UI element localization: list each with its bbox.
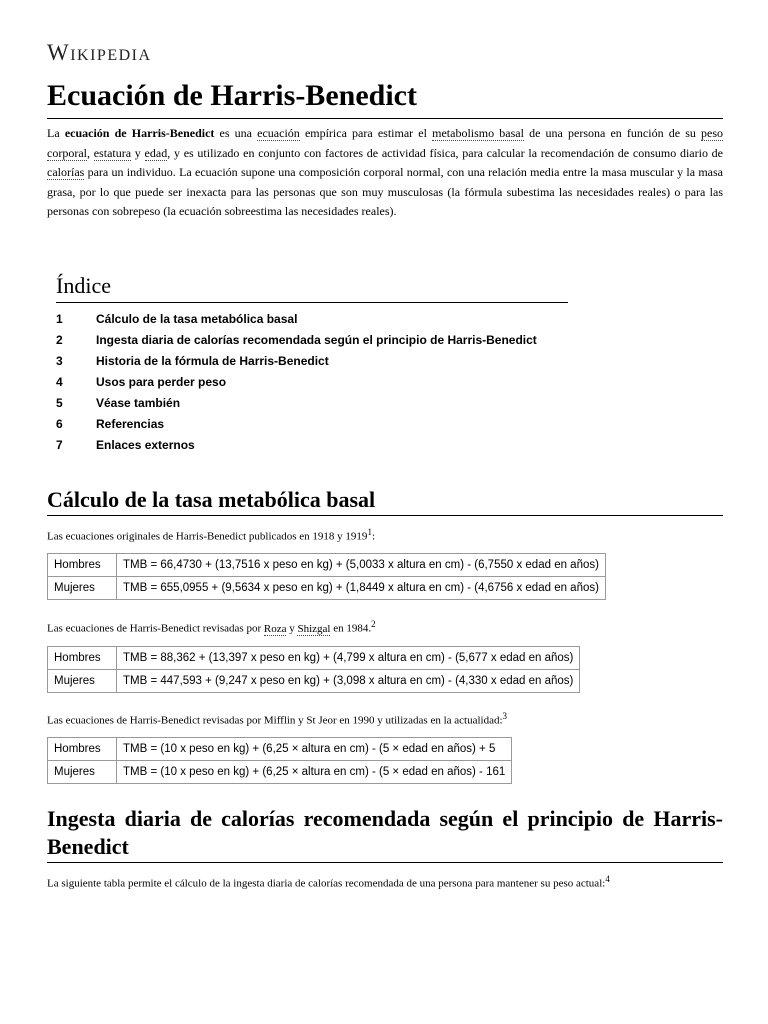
- row-label: Hombres: [48, 647, 117, 670]
- reference-3[interactable]: 3: [502, 711, 508, 721]
- row-label: Mujeres: [48, 577, 117, 600]
- toc-label: Referencias: [96, 417, 165, 431]
- toc-item-1[interactable]: [56, 309, 568, 330]
- toc-number: 7: [56, 438, 63, 452]
- reference-1[interactable]: 1: [367, 527, 372, 537]
- toc-item-6[interactable]: [56, 414, 568, 435]
- formula-cell: TMB = 66,4730 + (13,7516 x peso en kg) + (5,0033 x altura en cm) - (6,7550 x edad en años): [117, 554, 606, 577]
- link-estatura[interactable]: estatura: [93, 145, 132, 160]
- row-label: Hombres: [48, 738, 117, 761]
- toc-number: 1: [56, 312, 63, 326]
- equations-table-original: [47, 553, 606, 600]
- table-row: [48, 761, 512, 784]
- paragraph-mifflin: [47, 708, 507, 729]
- link-shizgal[interactable]: Shizgal: [297, 622, 331, 635]
- link-peso-corporal[interactable]: peso corporal: [47, 126, 724, 160]
- toc-label: Enlaces externos: [96, 438, 195, 452]
- paragraph-revisadas: [47, 616, 376, 637]
- paragraph-text: :: [371, 530, 375, 543]
- wikipedia-logo[interactable]: Wikipedia: [47, 40, 152, 65]
- table-row: [48, 647, 580, 670]
- table-row: [48, 670, 580, 693]
- formula-cell: TMB = 88,362 + (13,397 x peso en kg) + (4,799 x altura en cm) - (5,677 x edad en años): [117, 647, 580, 670]
- row-label: Mujeres: [48, 761, 117, 784]
- table-of-contents: [56, 272, 568, 456]
- intro-text: de una persona en función de su: [523, 126, 702, 140]
- formula-cell: TMB = 655,0955 + (9,5634 x peso en kg) + (1,8449 x altura en cm) - (4,6756 x edad en años): [117, 577, 606, 600]
- formula-cell: TMB = (10 x peso en kg) + (6,25 × altura en cm) - (5 × edad en años) + 5: [117, 738, 512, 761]
- toc-item-2[interactable]: [56, 330, 568, 351]
- intro-text: para un individuo. La ecuación supone una composición corporal normal, con una relación media entre la masa muscular y la masa grasa, por lo que puede ser inexacta para las personas que son muy musculosas (la fórmula subestima las necesidades reales) o para las personas con sobrepeso (la ecuación sobreestima las necesidades reales).: [47, 165, 723, 218]
- toc-label: Ingesta diaria de calorías recomendada según el principio de Harris-Benedict: [96, 333, 537, 347]
- row-label: Mujeres: [48, 670, 117, 693]
- link-ecuacion[interactable]: ecuación: [257, 126, 300, 140]
- toc-number: 4: [56, 375, 63, 389]
- toc-item-7[interactable]: [56, 435, 568, 456]
- link-edad[interactable]: edad: [144, 145, 168, 160]
- table-row: [48, 554, 606, 577]
- toc-item-3[interactable]: [56, 351, 568, 372]
- toc-list: [56, 309, 568, 456]
- intro-text: La: [47, 126, 65, 140]
- toc-number: 2: [56, 333, 63, 347]
- toc-number: 5: [56, 396, 63, 410]
- paragraph-text: en 1984.: [330, 622, 372, 635]
- toc-label: Usos para perder peso: [96, 375, 227, 389]
- intro-paragraph: [47, 124, 723, 222]
- intro-bold-term: ecuación de Harris-Benedict: [64, 126, 215, 140]
- toc-label: Cálculo de la tasa metabólica basal: [96, 312, 298, 326]
- link-metabolismo-basal[interactable]: metabolismo basal: [432, 126, 524, 140]
- paragraph-text: Las ecuaciones de Harris-Benedict revisadas por Mifflin y St Jeor en 1990 y utilizadas en la actualidad:: [47, 714, 503, 727]
- paragraph-ingesta: [47, 871, 610, 892]
- paragraph-text: Las ecuaciones originales de Harris-Benedict publicados en 1918 y 1919: [47, 530, 368, 543]
- toc-item-5[interactable]: [56, 393, 568, 414]
- toc-number: 6: [56, 417, 63, 431]
- toc-heading: Índice: [56, 272, 568, 303]
- toc-item-4[interactable]: [56, 372, 568, 393]
- paragraph-text: La siguiente tabla permite el cálculo de la ingesta diaria de calorías recomendada de una persona para mantener su peso actual:: [47, 877, 606, 890]
- paragraph-originales: [47, 524, 375, 545]
- toc-label: Historia de la fórmula de Harris-Benedict: [96, 354, 329, 368]
- formula-cell: TMB = 447,593 + (9,247 x peso en kg) + (3,098 x altura en cm) - (4,330 x edad en años): [117, 670, 580, 693]
- intro-text: es una: [214, 126, 258, 140]
- table-row: [48, 738, 512, 761]
- section-heading-ingesta: Ingesta diaria de calorías recomendada según el principio de Harris-Benedict: [47, 805, 723, 863]
- reference-4[interactable]: 4: [605, 874, 610, 884]
- intro-text: empírica para estimar el: [299, 126, 433, 140]
- table-row: [48, 577, 606, 600]
- link-calorias[interactable]: calorías: [47, 165, 85, 179]
- formula-cell: TMB = (10 x peso en kg) + (6,25 × altura en cm) - (5 × edad en años) - 161: [117, 761, 512, 784]
- page-title: Ecuación de Harris-Benedict: [47, 78, 723, 119]
- link-roza[interactable]: Roza: [263, 622, 287, 635]
- toc-number: 3: [56, 354, 63, 368]
- equations-table-mifflin: [47, 737, 512, 784]
- intro-text: , y es utilizado en conjunto con factores de actividad física, para calcular la recomendación de consumo diario de: [167, 145, 724, 160]
- equations-table-revised: [47, 646, 580, 693]
- toc-label: Véase también: [96, 396, 181, 410]
- paragraph-text: y: [286, 622, 298, 635]
- reference-2[interactable]: 2: [371, 619, 376, 629]
- intro-text: y: [131, 145, 145, 160]
- intro-text: ,: [86, 145, 94, 160]
- row-label: Hombres: [48, 554, 117, 577]
- paragraph-text: Las ecuaciones de Harris-Benedict revisadas por: [47, 622, 264, 635]
- section-heading-calculo: Cálculo de la tasa metabólica basal: [47, 486, 723, 516]
